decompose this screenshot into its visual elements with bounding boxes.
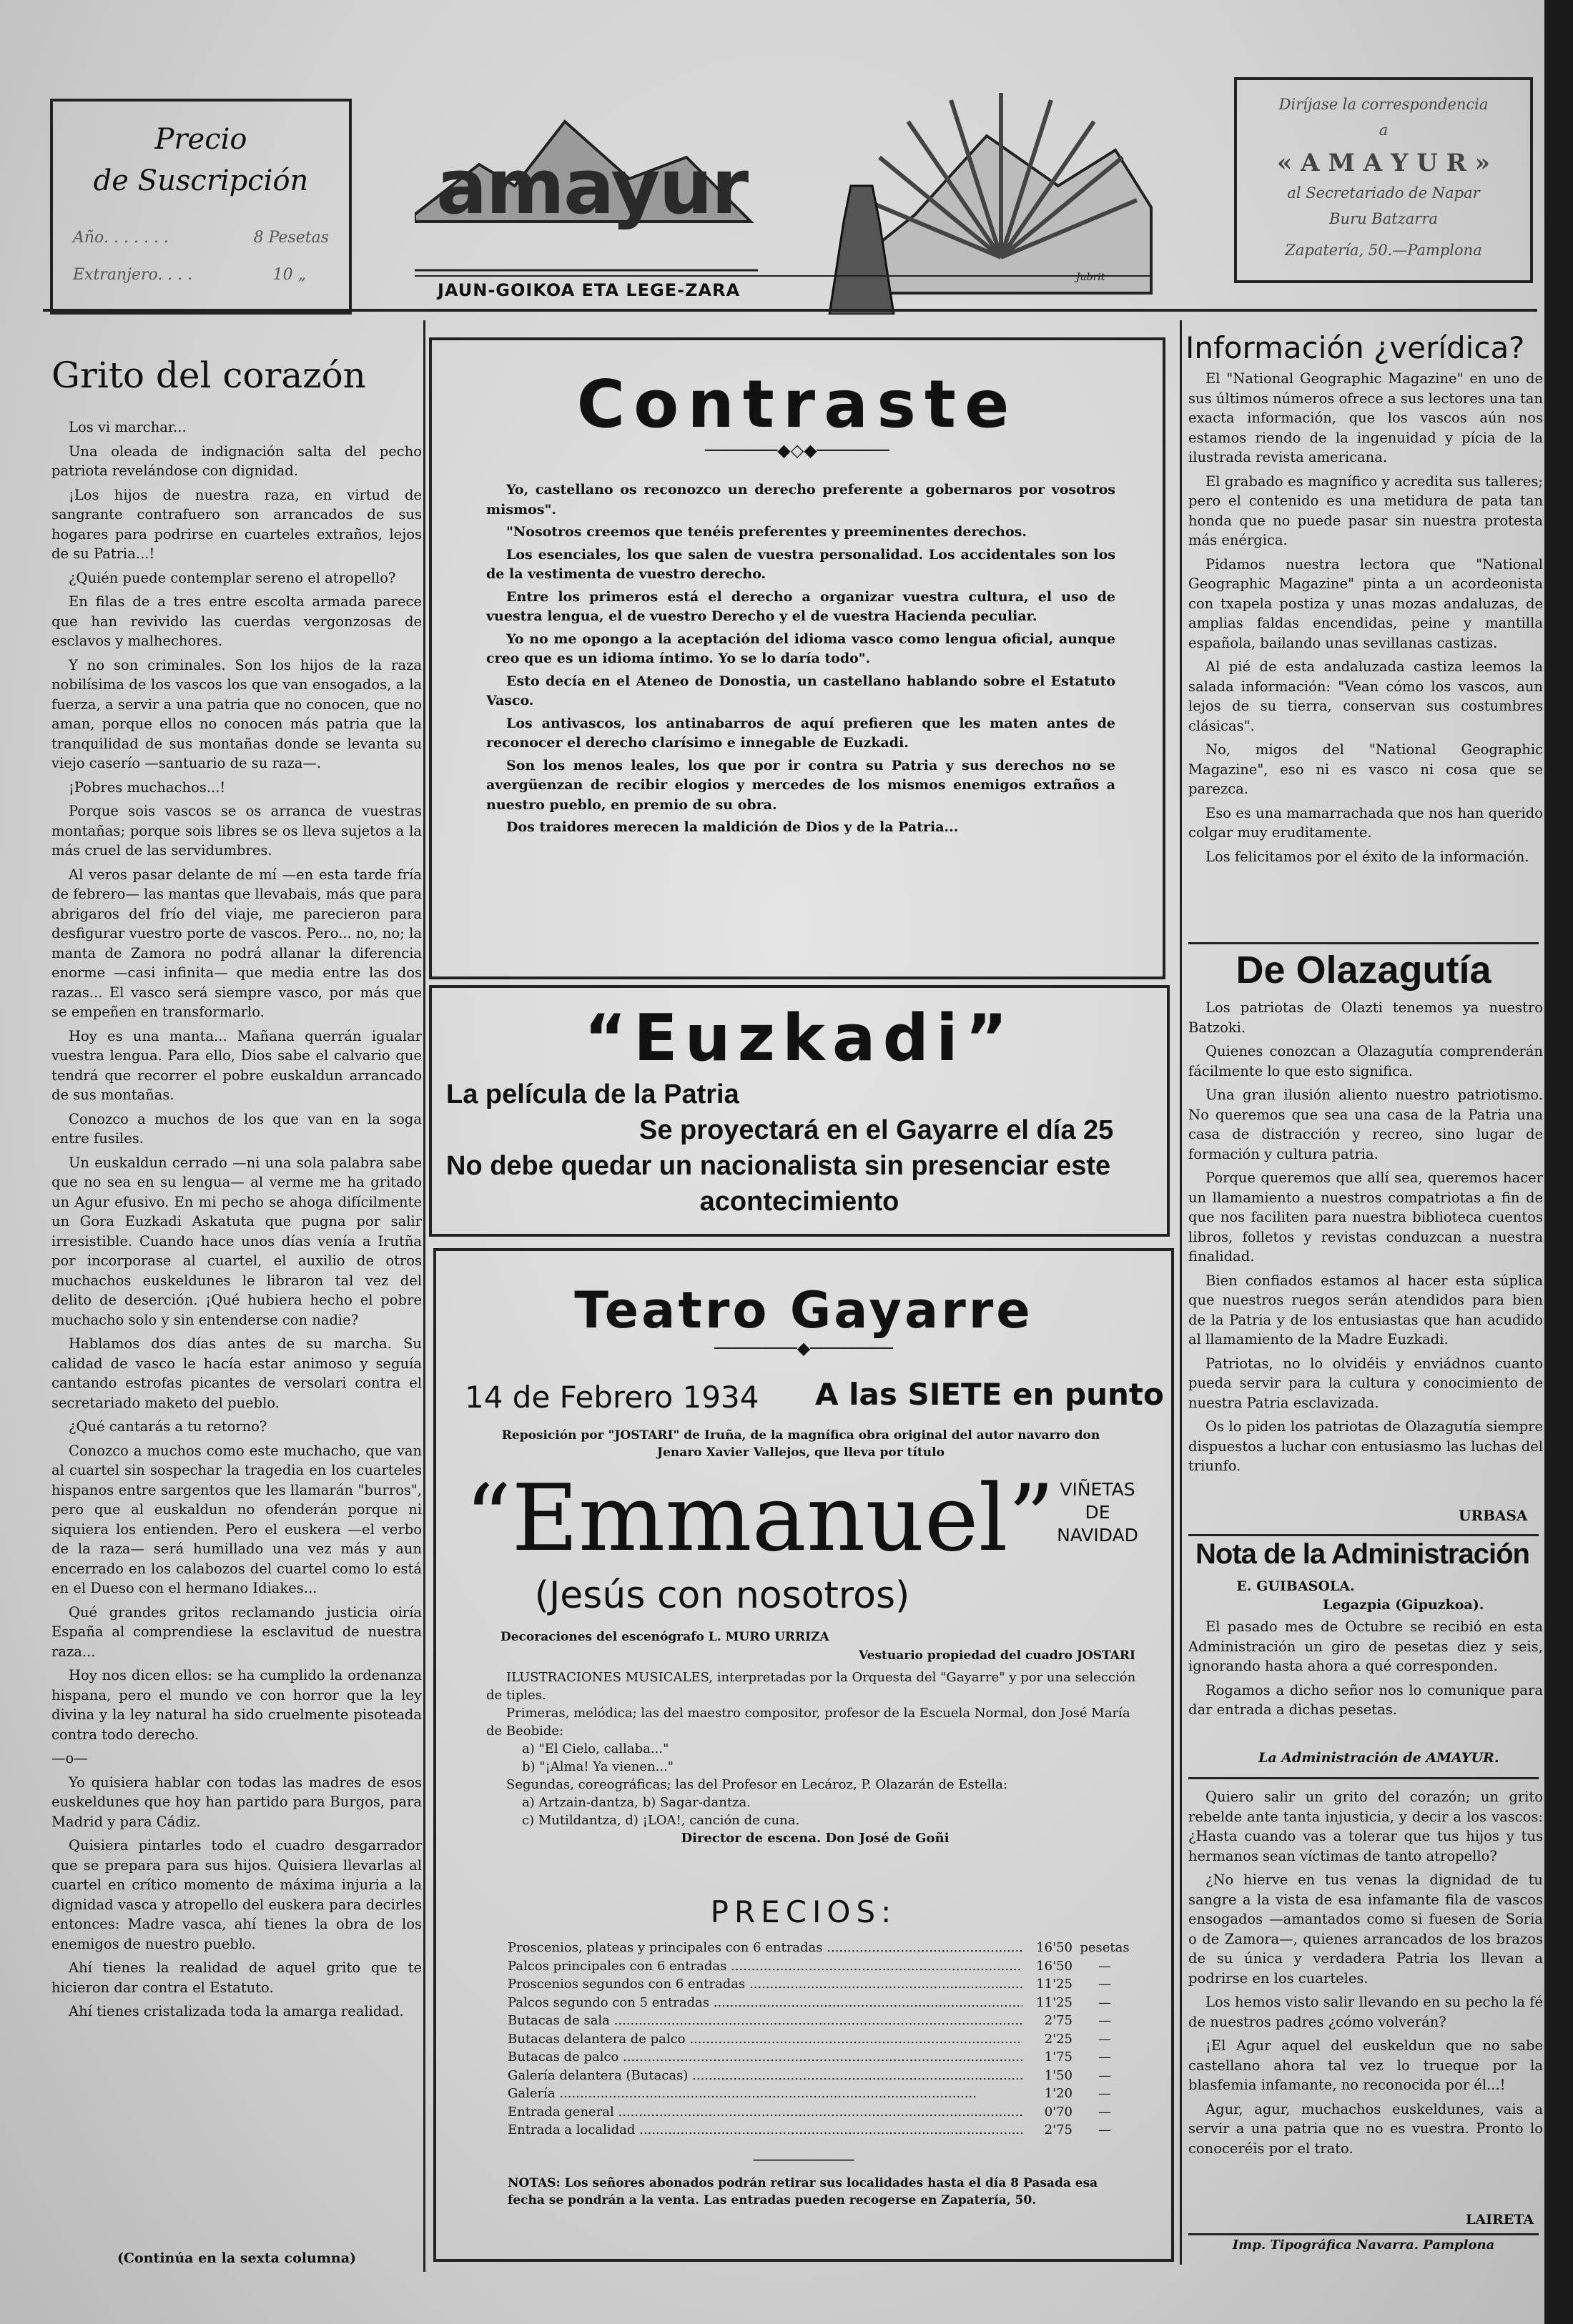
credits-line: Vestuario propiedad del cuadro JOSTARI: [859, 1648, 1135, 1663]
paragraph: Un euskaldun cerrado —ni una sola palabra sabe que no sea en su lengua— al verme me ha gritado un Agur efusivo. En mi pecho se ahoga difícilmente un Gora Euzkadi Askatuta que pugna por salir irresistible. Cuando hace unos días venía a Irutña por incorporase al cuartel, el auxilio de otros muchachos euskeldunes le libraron tal vez del delito de deserción. ¡Qué hubiera hecho el pobre muchacho solo y sin entenderse con nadie?: [51, 1154, 422, 1328]
paragraph: Quiero salir un grito del corazón; un grito rebelde ante tanta injusticia, y decir a los vascos: ¿Hasta cuando vas a tolerar que tus hijos y tus hermanos sean víctimas de tanto atropello?: [1188, 1789, 1543, 1864]
subscription-title-2: de Suscripción: [93, 164, 309, 197]
paragraph: ¡El Agur aquel del euskeldun que no sabe castellano ahora tal vez lo trueque por la blasfemia infamante, no reconocida por él...!: [1188, 2037, 1543, 2093]
price-label: Entrada a localidad .....: [508, 2121, 1022, 2140]
paragraph: Patriotas, no lo olvidéis y enviádnos cuanto pueda servir para la cultura y conocimiento de nuestra Patria esclavizada.: [1188, 1355, 1543, 1411]
price-value: 1'50: [1044, 2067, 1072, 2083]
music-item: Segundas, coreográficas; las del Profesor en Lecároz, P. Olazarán de Estella:: [506, 1777, 1007, 1792]
paragraph: Ahí tienes cristalizada toda la amarga realidad.: [69, 2003, 404, 2019]
credits-line: Decoraciones del escenógrafo L. MURO URRIZA: [500, 1630, 829, 1644]
price-label: Galería .....: [508, 2085, 1022, 2103]
paragraph: Los hemos visto salir llevando en su pecho la fé de nuestros padres ¿cómo volverán?: [1188, 1994, 1543, 2030]
euzkadi-line: Se proyectará en el Gayarre el día 25: [639, 1115, 1114, 1145]
paragraph: Al veros pasar delante de mí —en esta tarde fría de febrero— las mantas que llevabais, más que para abrigaros del frío del viaje, me parecieron para desfigurar vuestro porte de vascos. Pero... no, no; la manta de Zamora no podrá allanar la diferencia enorme —casi infinita— que media entre las dos razas... El vasco será siempre vasco, por más que se empeñen en transformarlo.: [51, 866, 422, 1020]
paragraph: Yo, castellano os reconozco un derecho preferente a gobernaros por vosotros mismos".: [486, 482, 1115, 518]
price-row: [508, 1975, 1137, 1994]
vinetas-line: VIÑETAS: [1060, 1479, 1135, 1500]
paragraph: Conozco a muchos de los que van en la soga entre fusiles.: [51, 1110, 422, 1147]
paragraph: Bien confiados estamos al hacer esta súplica que nuestros ruegos serán atendidos para bien de la Patria y de los entusiastas que han acudido al llamamiento de la Madre Euzkadi.: [1188, 1272, 1543, 1348]
teatro-intro: Reposición por "JOSTARI" de Iruña, de la magnífica obra original del autor navarro don Jenaro Xavier Vallejos, que lleva por título: [501, 1428, 1100, 1460]
price-label: Palcos principales con 6 entradas .....: [508, 1957, 1022, 1976]
grito-title: Grito del corazón: [51, 355, 366, 396]
price-value: 2'75: [1044, 2122, 1072, 2137]
ornament-divider: ────────◆────────: [714, 1338, 893, 1358]
teatro-notes: NOTAS: Los señores abonados podrán retirar sus localidades hasta el día 8 Pasada esa fecha se pondrán a la venta. Las entradas pueden recogerse en Zapatería, 50.: [508, 2176, 1098, 2207]
paragraph: Porque queremos que allí sea, queremos hacer un llamamiento a nuestros compatriotas a fin de que nos faciliten para nuestra biblioteca cuentos libros, folletos y revistas conduzcan a nuestra finalidad.: [1188, 1170, 1543, 1265]
nota-title: Nota de la Administración: [1195, 1538, 1529, 1570]
price-label: Entrada general .....: [508, 2103, 1022, 2122]
correspondence-line: Buru Batzarra: [1329, 210, 1438, 227]
nota-body: [1188, 1617, 1543, 1753]
price-unit: —: [1098, 2122, 1111, 2137]
paragraph: Entre los primeros está el derecho a organizar vuestra cultura, el uso de vuestra lengua, el de vuestro Derecho y el de vuestra Hacienda peculiar.: [486, 588, 1115, 624]
contraste-body: [486, 480, 1115, 966]
paragraph: ¡Pobres muchachos...!: [69, 778, 226, 796]
subscription-row-value: 10 „: [272, 266, 306, 284]
paragraph: Conozco a muchos como este muchacho, que van al cuartel sin sospechar la tragedia en los cuarteles hispanos entre sargentos que les llamarán "burros", pero que al euskaldun no ofenderán porque ni siquiera los entienden. Pero el euskera —el verbo de la raza— será humillado una vez más y aun encerrado en los calabozos del cuartel como lo está en el Dueso con el hermano Idiakes...: [51, 1442, 422, 1596]
paragraph: Los esenciales, los que salen de vuestra personalidad. Los accidentales son los de la vestimenta de vuestro derecho.: [486, 546, 1115, 582]
paragraph: Y no son criminales. Son los hijos de la raza nobilísima de los vascos los que van ensogados, a la fuerza, a servir a una patria que no conocen, que no aman, porque ellos no conocen más patria que la tranquilidad de sus montañas donde se levanta su viejo caserío —santuario de su raza—.: [51, 656, 422, 771]
euzkadi-line: No debe quedar un nacionalista sin presenciar este: [446, 1151, 1111, 1181]
paragraph: Hoy es una manta... Mañana querrán igualar vuestra lengua. Para ello, Dios sabe el calvario que tendrá que recorrer el pobre euskaldun arrancado de sus montañas.: [51, 1027, 422, 1103]
logo-motto: JAUN-GOIKOA ETA LEGE-ZARA: [438, 280, 741, 300]
paragraph: Los patriotas de Olazti tenemos ya nuestro Batzoki.: [1188, 999, 1543, 1036]
price-label: Proscenios, plateas y principales con 6 entradas .....: [508, 1939, 1022, 1957]
paragraph: Qué grandes gritos reclamando justicia oiría España al comprendiese la esclavitud de nuestra raza...: [51, 1603, 422, 1660]
correspondence-line: a: [1379, 122, 1389, 139]
price-value: 1'20: [1044, 2086, 1072, 2101]
subscription-row-label: Año. . . . . . .: [73, 229, 169, 247]
imprint: Imp. Tipográfica Navarra. Pamplona: [1232, 2238, 1495, 2253]
paragraph: Son los menos leales, los que por ir contra su Patria y sus derechos no se avergüenzan de recibir elogios y mercedes de los mismos enemigos extraños a nuestro pueblo, en premio de su obra.: [486, 757, 1115, 813]
paragraph: En filas de a tres entre escolta armada parece que han revivido las cuerdas vergonzosas de esclavos y malhechores.: [51, 593, 422, 649]
subscription-box: [50, 99, 352, 315]
play-subtitle: (Jesús con nosotros): [534, 1574, 910, 1617]
paragraph: Dos traidores merecen la maldición de Dios y de la Patria...: [506, 819, 959, 835]
informacion-title: Información ¿verídica?: [1185, 330, 1525, 365]
correspondence-line: Zapatería, 50.—Pamplona: [1285, 242, 1482, 259]
subscription-row-label: Extranjero. . . .: [73, 266, 193, 284]
paragraph: El grabado es magnífico y acredita sus talleres; pero el contenido es una metidura de pata tan honda que no puede pasar sin nuestra protesta más enérgica.: [1188, 473, 1543, 548]
artist-signature: Jubrit: [1076, 272, 1105, 283]
paragraph: ¿No hierve en tus venas la dignidad de tu sangre a la vista de esa infamante fila de vascos ensogados —amantados como si fuesen de Soria o de Zamora—, quienes arrancados de los brazos de su única y verdadera Patria los llevan a podrirse en los cuarteles.: [1188, 1871, 1543, 1987]
paragraph: Ahí tienes la realidad de aquel grito que te hicieron dar contra el Estatuto.: [51, 1959, 422, 1996]
paragraph: ¿Qué cantarás a tu retorno?: [69, 1418, 267, 1435]
paragraph: El pasado mes de Octubre se recibió en esta Administración un giro de pesetas diez y seis, ignorando hasta ahora a qué corresponden.: [1188, 1618, 1543, 1674]
music-text: ILUSTRACIONES MUSICALES, interpretadas por la Orquesta del "Gayarre" y por una selección de tiples.: [486, 1670, 1136, 1703]
price-unit: —: [1098, 2013, 1111, 2028]
price-row: [508, 1939, 1137, 1957]
teatro-title: Teatro Gayarre: [574, 1281, 1033, 1340]
euzkadi-line: La película de la Patria: [446, 1079, 739, 1109]
price-value: 11'25: [1036, 1994, 1072, 2010]
price-label: Butacas de palco .....: [508, 2048, 1022, 2067]
paragraph: Yo no me opongo a la aceptación del idioma vasco como lengua oficial, aunque creo que es un idioma íntimo. Yo se lo daría todo".: [486, 631, 1115, 666]
paragraph: Los vi marchar...: [69, 419, 187, 435]
paragraph: Los felicitamos por el éxito de la información.: [1205, 848, 1529, 865]
price-row: [508, 2048, 1137, 2067]
paragraph: Hablamos dos días antes de su marcha. Su calidad de vasco le hacía estar animoso y seguía cantando estrofas picantes de versolari contra el secretariado maketo del pueblo.: [51, 1335, 422, 1411]
price-row: [508, 2067, 1137, 2085]
correspondence-name: « A M A Y U R »: [1277, 149, 1490, 177]
paragraph: El "National Geographic Magazine" en uno de sus últimos números ofrece a sus lectores una tan exacta información, que los vascos aún nos estamos riendo de la ingenuidad y pícia de la ilustrada revista americana.: [1188, 370, 1543, 465]
price-value: 16'50: [1036, 1958, 1072, 1974]
column-rule: [1180, 320, 1182, 2265]
price-list: [508, 1939, 1137, 2140]
column-rule: [423, 320, 425, 2272]
price-row: [508, 2103, 1137, 2122]
olazagutia-title: De Olazagutía: [1236, 949, 1491, 992]
paragraph: Pidamos nuestra lectora que "National Geographic Magazine" pinta a un acordeonista con txapela postiza y unas mozas andaluzas, de amplias faldas encendidas, peine y mantilla española, bailando unas sevillanas castizas.: [1188, 555, 1543, 651]
price-value: 1'75: [1044, 2049, 1072, 2065]
nota-line: Legazpia (Gipuzkoa).: [1323, 1597, 1484, 1613]
price-row: [508, 1957, 1137, 1976]
continuation-body: [1188, 1787, 1543, 2216]
nota-signature: La Administración de AMAYUR.: [1258, 1750, 1499, 1766]
price-row: [508, 1994, 1137, 2012]
correspondence-line: al Secretariado de Napar: [1287, 184, 1480, 202]
paragraph: Eso es una mamarrachada que nos han querido colgar muy eruditamente.: [1188, 804, 1543, 841]
vinetas-block: [1037, 1478, 1158, 1547]
price-row: [508, 2012, 1137, 2030]
price-unit: —: [1098, 2031, 1111, 2047]
director-line: Director de escena. Don José de Goñi: [681, 1831, 950, 1846]
teatro-time: A las SIETE en punto: [815, 1377, 1164, 1412]
price-unit: —: [1098, 2049, 1111, 2065]
price-label: Galería delantera (Butacas) .....: [508, 2067, 1022, 2085]
masthead-rule: [43, 309, 1537, 312]
teatro-box: [433, 1248, 1174, 2262]
paragraph: "Nosotros creemos que tenéis preferentes y preeminentes derechos.: [506, 524, 1027, 540]
correspondence-box: [1234, 77, 1533, 283]
music-item: a) Artzain-dantza, b) Sagar-dantza.: [522, 1795, 751, 1810]
informacion-body: [1188, 369, 1543, 926]
price-value: 11'25: [1036, 1977, 1072, 1992]
grito-continuation-note: (Continúa en la sexta columna): [117, 2250, 357, 2266]
contraste-title: Contraste: [576, 366, 1018, 442]
price-value: 2'25: [1044, 2031, 1072, 2047]
grito-body: [51, 417, 422, 2248]
paragraph: Los antivascos, los antinabarros de aquí prefieren que les maten antes de reconocer el derecho clarísimo e innegable de Euzkadi.: [486, 715, 1115, 751]
price-value: 0'70: [1044, 2104, 1072, 2120]
paragraph: Esto decía en el Ateneo de Donostia, un castellano hablando sobre el Estatuto Vasco.: [486, 673, 1115, 708]
music-block: [486, 1668, 1144, 1847]
section-rule: [1188, 2233, 1539, 2235]
music-item: a) "El Cielo, callaba...": [522, 1741, 669, 1756]
contraste-box: [429, 337, 1165, 979]
price-unit: —: [1098, 1958, 1111, 1974]
correspondence-line: Diríjase la correspondencia: [1278, 96, 1489, 113]
teatro-date: 14 de Febrero 1934: [465, 1380, 759, 1415]
continuation-signature: LAIRETA: [1466, 2212, 1534, 2227]
ornament-divider: ───────◆◇◆───────: [705, 440, 889, 460]
olazagutia-signature: URBASA: [1459, 1507, 1528, 1524]
price-value: 2'75: [1044, 2013, 1072, 2028]
notes-divider: ─────────────: [753, 2153, 854, 2168]
paragraph: Al pié de esta andaluzada castiza leemos la salada información: "Vean cómo los vascos, aun lejos de su tierra, conservan sus costumbres clásicas".: [1188, 658, 1543, 734]
paragraph: Una gran ilusión aliento nuestro patriotismo. No queremos que sea una casa de la Patria una casa de distracción y recreo, sino lugar de formación y cultura patria.: [1188, 1087, 1543, 1162]
price-value: 16'50: [1036, 1940, 1072, 1955]
paragraph: ¡Los hijos de nuestra raza, en virtud de sangrante contrafuero son arrancados de sus hogares para podrirse en cuarteles extraños, lejos de su Patria...!: [51, 486, 422, 562]
price-unit: —: [1098, 1977, 1111, 1992]
price-row: [508, 2030, 1137, 2049]
price-row: [508, 2121, 1137, 2140]
prices-title: PRECIOS:: [710, 1894, 897, 1929]
paragraph: ¿Quién puede contemplar sereno el atropello?: [69, 569, 396, 586]
price-label: Butacas delantera de palco .....: [508, 2030, 1022, 2049]
price-unit: —: [1098, 1994, 1111, 2010]
vinetas-line: DE: [1085, 1502, 1110, 1523]
euzkadi-ad-box: [429, 985, 1170, 1237]
paragraph: Hoy nos dicen ellos: se ha cumplido la ordenanza hispana, pero el mundo ve con horror que la ley divina y la ley natural ha sido cruelmente pisoteada contra todo derecho.: [51, 1667, 422, 1743]
paragraph: Una oleada de indignación salta del pecho patriota revelándose con dignidad.: [51, 442, 422, 479]
subscription-row-value: 8 Pesetas: [253, 229, 329, 247]
music-item: b) "¡Alma! Ya vienen...": [522, 1759, 674, 1774]
price-label: Palcos segundo con 5 entradas .....: [508, 1994, 1022, 2012]
euzkadi-title: “Euzkadi”: [583, 1001, 1015, 1076]
price-unit: pesetas: [1080, 1940, 1130, 1955]
music-item: Primeras, melódica; las del maestro compositor, profesor de la Escuela Normal, don José María de Beobide:: [486, 1706, 1130, 1739]
paragraph: Quisiera pintarles todo el cuadro desgarrador que se prepara para sus hijos. Quisiera llevarlas al cuartel en crítico momento de máxima injuria a la dignidad vasca y atropello del euskera para decirles entonces: Madre vasca, ahí tienes la obra de los enemigos de nuestro pueblo.: [51, 1837, 422, 1952]
section-rule: [1188, 1777, 1539, 1779]
price-unit: —: [1098, 2086, 1111, 2101]
price-unit: —: [1098, 2104, 1111, 2120]
euzkadi-line: acontecimiento: [699, 1187, 899, 1217]
paragraph: Yo quisiera hablar con todas las madres de esos euskeldunes que hoy han partido para Burgos, para Madrid y para Cádiz.: [51, 1774, 422, 1830]
section-divider: —o—: [51, 1750, 88, 1766]
nota-line: E. GUIBASOLA.: [1236, 1578, 1355, 1594]
paragraph: Rogamos a dicho señor nos lo comunique para dar entrada a dichas pesetas.: [1188, 1681, 1543, 1718]
vinetas-line: NAVIDAD: [1057, 1525, 1138, 1546]
paragraph: Os lo piden los patriotas de Olazagutía siempre dispuestos a luchar con entusiasmo las luchas del triunfo.: [1188, 1418, 1543, 1474]
section-rule: [1188, 1534, 1539, 1536]
logo-wordmark: amayur: [436, 143, 748, 231]
music-item: c) Mutildantza, d) ¡LOA!, canción de cuna.: [522, 1813, 800, 1828]
play-title: “Emmanuel”: [465, 1465, 1055, 1572]
paragraph: Porque sois vascos se os arranca de vuestras montañas; porque sois libres se os lleva sujetos a la más cruel de las servidumbres.: [51, 803, 422, 859]
subscription-title-1: Precio: [154, 123, 247, 156]
paragraph: No, migos del "National Geographic Magazine", eso ni es vasco ni cosa que se parezca.: [1188, 741, 1543, 797]
paragraph: Agur, agur, muchachos euskeldunes, vais a servir a una patria que no es vuestra. Pronto lo conoceréis por el trato.: [1188, 2100, 1543, 2157]
paragraph: Quienes conozcan a Olazagutía comprenderán fácilmente lo que esto significa.: [1188, 1043, 1543, 1079]
section-rule: [1188, 942, 1539, 944]
olazagutia-body: [1188, 998, 1543, 1500]
price-unit: —: [1098, 2067, 1111, 2083]
price-label: Butacas de sala .....: [508, 2012, 1022, 2030]
price-label: Proscenios segundos con 6 entradas .....: [508, 1975, 1022, 1994]
price-row: [508, 2085, 1137, 2103]
